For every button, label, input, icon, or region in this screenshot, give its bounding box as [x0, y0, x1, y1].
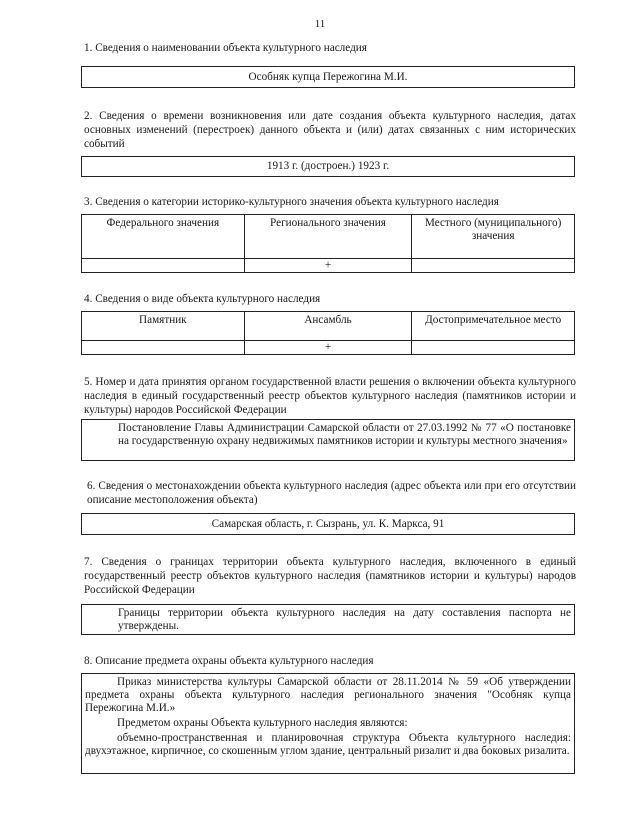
category-table — [81, 214, 575, 273]
category-header-local: Местного (муниципального) значения — [412, 215, 575, 259]
location-box — [81, 513, 575, 535]
location-value: Самарская область, г. Сызрань, ул. К. Маркса, 91 — [211, 517, 445, 530]
section-7-heading: 7. Сведения о границах территории объекта культурного наследия, включенного в единый государственный реестр объектов культурного наследия (памятников истории и культуры) народов Российской Федерации — [84, 556, 576, 596]
category-mark-local — [412, 259, 575, 273]
object-name-box — [81, 66, 575, 88]
creation-date-value: 1913 г. (достроен.) 1923 г. — [266, 160, 390, 172]
creation-date-box — [81, 156, 575, 177]
object-type-header-ensemble: Ансамбль — [244, 312, 412, 341]
object-type-table — [81, 311, 575, 355]
object-type-mark-landmark — [412, 341, 575, 355]
category-mark-federal — [82, 259, 245, 273]
section-1-heading: 1. Сведения о наименовании объекта культурного наследия — [84, 42, 367, 54]
object-name-value: Особняк купца Пережогина М.И. — [248, 70, 408, 83]
territory-boundaries-box — [81, 604, 575, 635]
category-mark-regional: + — [244, 259, 412, 273]
section-6-heading: 6. Сведения о местонахождении объекта культурного наследия (адрес объекта или при его отсутствии описание местоположения объекта) — [87, 480, 576, 506]
category-header-federal: Федерального значения — [82, 215, 245, 259]
object-type-header-landmark: Достопримечательное место — [412, 312, 575, 341]
section-4-heading: 4. Сведения о виде объекта культурного наследия — [84, 293, 321, 305]
registry-decision-value: Постановление Главы Администрации Самарской области от 27.03.1992 № 77 «О постановке на государственную охрану недвижимых памятников истории и культуры местного значения» — [118, 422, 571, 447]
category-header-regional: Регионального значения — [244, 215, 412, 259]
protection-order-paragraph: Приказ министерства культуры Самарской области от 28.11.2014 № 59 «Об утверждении предмета охраны объекта культурного наследия регионального значения "Особняк купца Пережогина М.И.» — [85, 676, 571, 714]
registry-decision-box — [81, 419, 575, 461]
protection-intro-paragraph: Предметом охраны Объекта культурного наследия являются: — [117, 717, 408, 729]
section-8-heading: 8. Описание предмета охраны объекта культурного наследия — [84, 655, 374, 667]
category-header-row — [82, 215, 575, 259]
object-type-mark-monument — [82, 341, 245, 355]
category-marks-row — [82, 259, 575, 273]
protection-structure-paragraph: объемно-пространственная и планировочная структура Объекта культурного наследия: двухэтажное, кирпичное, со скошенным углом здание, центральный ризалит и два боковых ризалита. — [85, 732, 571, 757]
section-5-heading: 5. Номер и дата принятия органом государственной власти решения о включении объекта культурного наследия в единый государственный реестр объектов культурного наследия (памятников истории и культуры) народов Российской Федерации — [84, 376, 576, 416]
object-type-header-row — [82, 312, 575, 341]
object-type-mark-ensemble: + — [244, 341, 412, 355]
section-2-heading: 2. Сведения о времени возникновения или дате создания объекта культурного наследия, датах основных изменений (перестроек) данного объекта и (или) датах связанных с ним исторических событий — [84, 110, 576, 150]
section-3-heading: 3. Сведения о категории историко-культурного значения объекта культурного наследия — [84, 196, 499, 208]
territory-boundaries-value: Границы территории объекта культурного наследия на дату составления паспорта не утверждены. — [118, 607, 571, 632]
protection-subject-box — [81, 673, 575, 774]
object-type-marks-row — [82, 341, 575, 355]
page-number: 11 — [314, 18, 326, 30]
object-type-header-monument: Памятник — [82, 312, 245, 341]
